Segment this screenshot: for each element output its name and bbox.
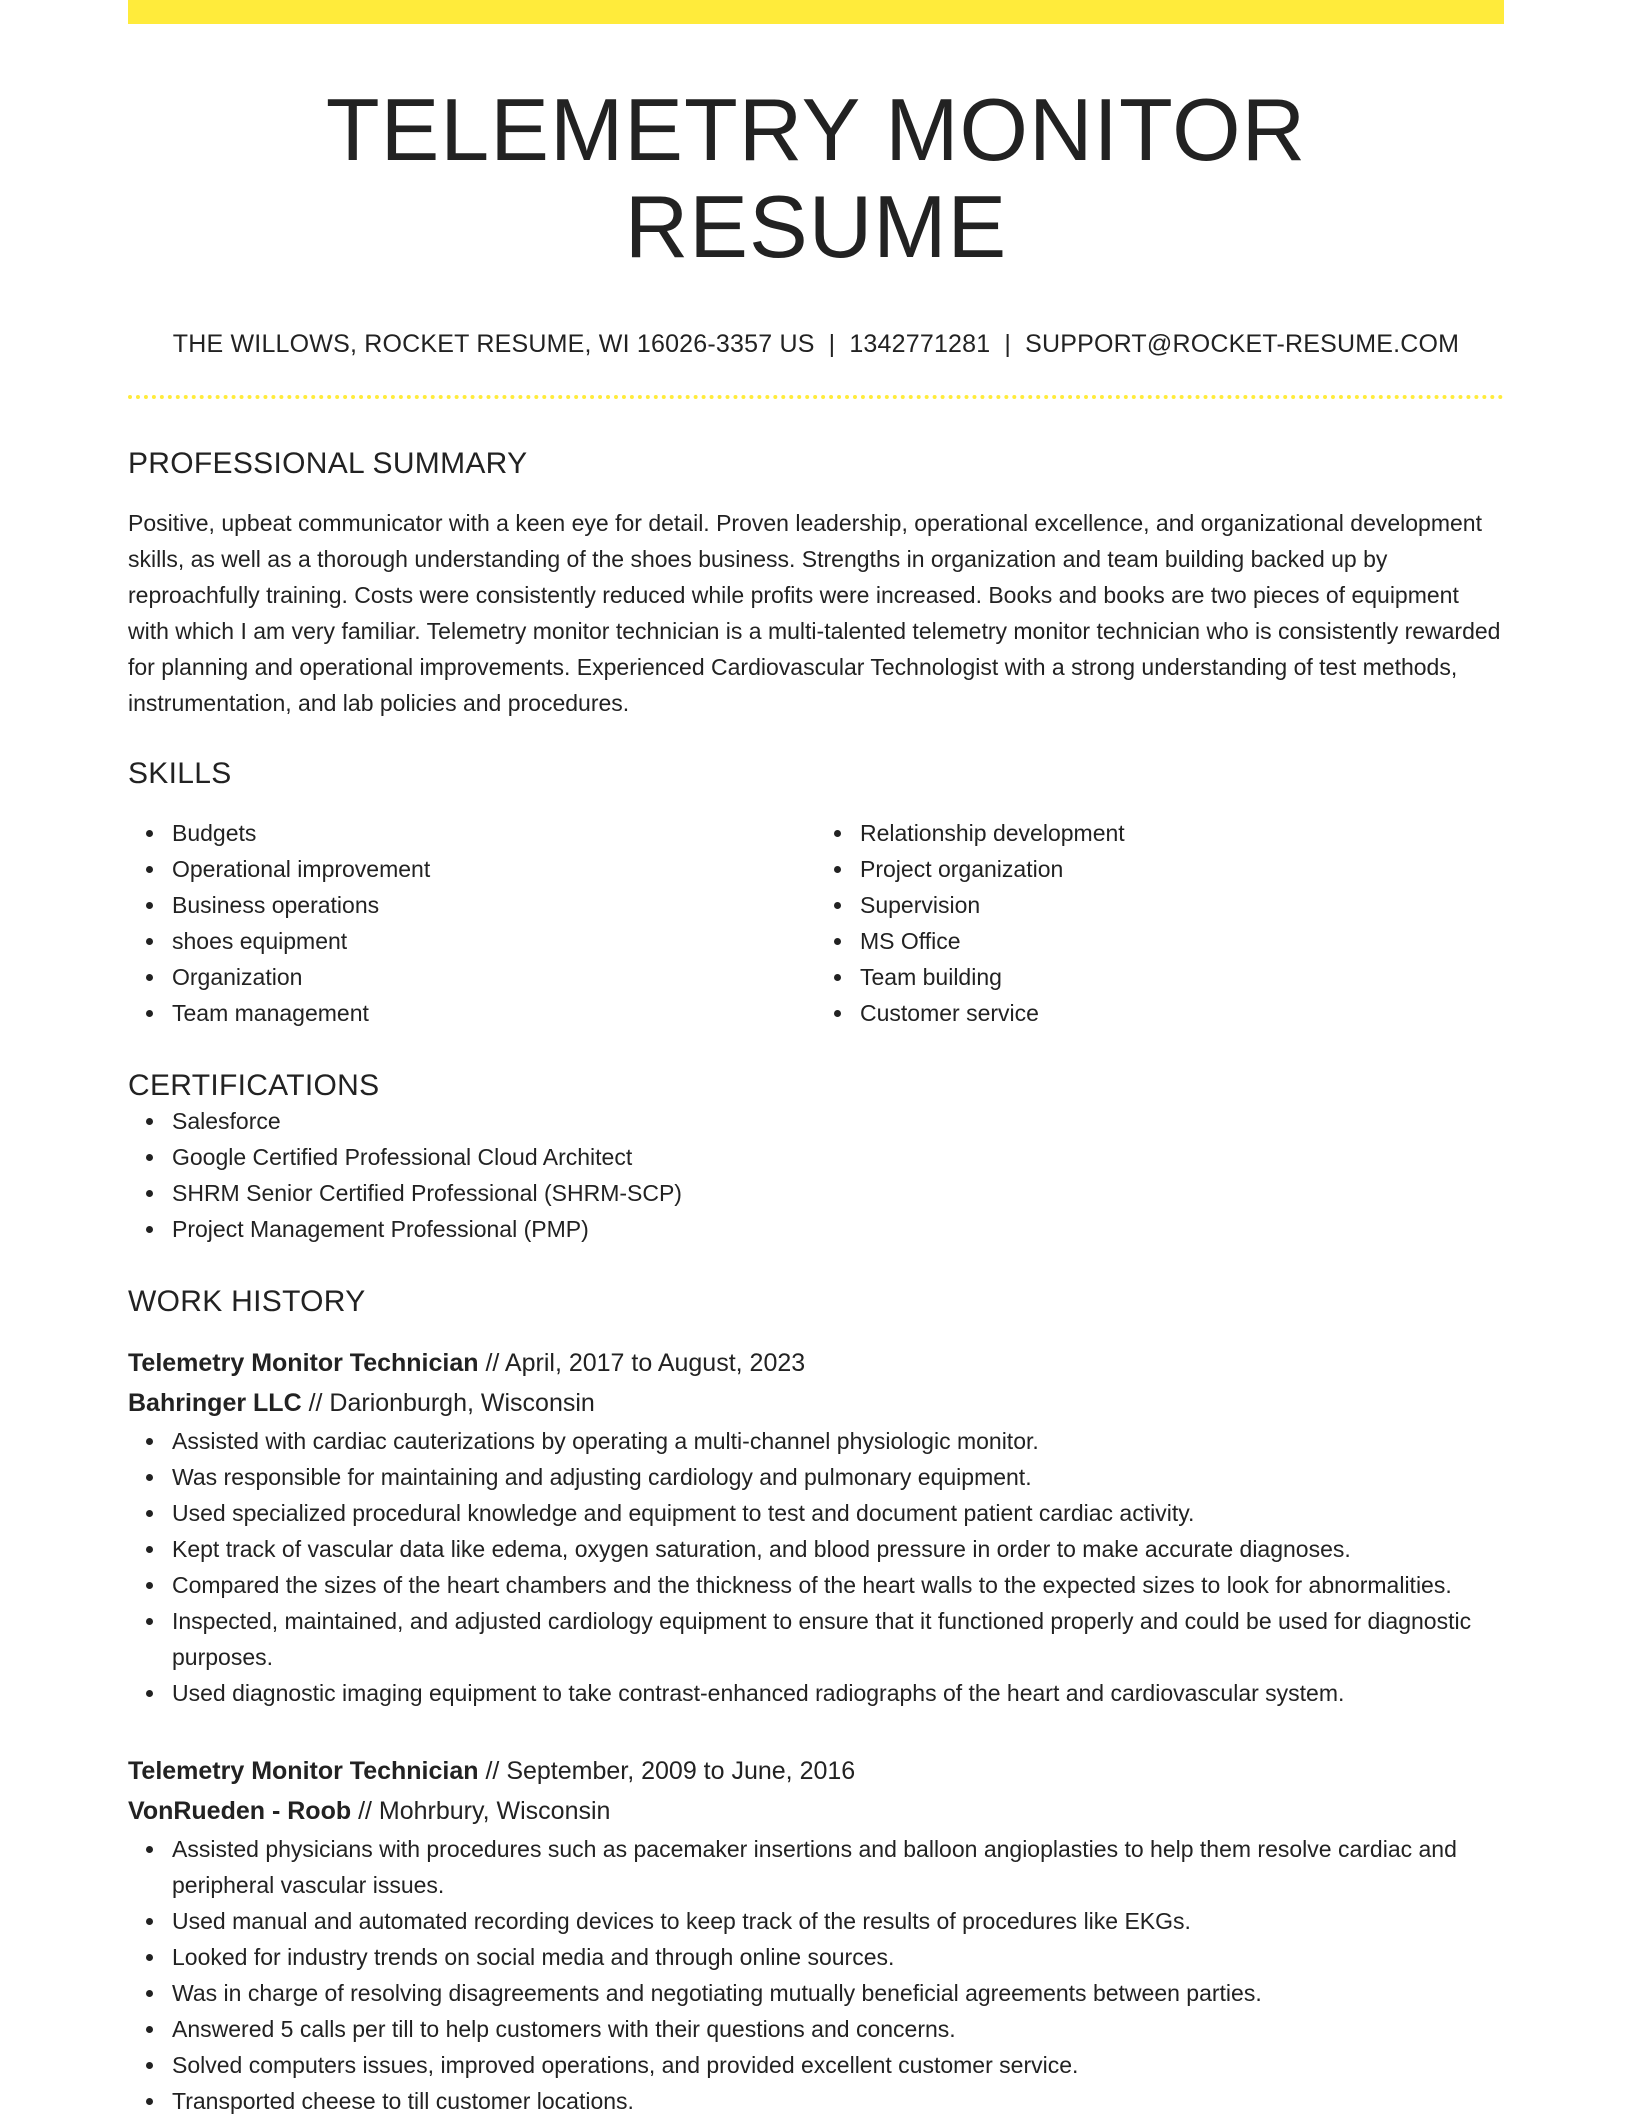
job-dates: // September, 2009 to June, 2016: [478, 1756, 856, 1785]
job-duty-item: Transported cheese to till customer locations.: [172, 2083, 1504, 2119]
job-title-line: [128, 1751, 1504, 1791]
contact-email: SUPPORT@ROCKET-RESUME.COM: [1025, 329, 1460, 358]
skill-item: Relationship development: [860, 815, 1504, 851]
job-title-line: [128, 1343, 1504, 1383]
job-duties-list: [128, 1831, 1504, 2119]
job-duty-item: Assisted physicians with procedures such as pacemaker insertions and balloon angioplasties to help them resolve cardiac and peripheral vascular issues.: [172, 1831, 1504, 1903]
job-duty-item: Inspected, maintained, and adjusted cardiology equipment to ensure that it functioned properly and could be used for diagnostic purposes.: [172, 1603, 1504, 1675]
skill-item: Operational improvement: [172, 851, 816, 887]
contact-separator: |: [1004, 329, 1012, 358]
job-duty-item: Was in charge of resolving disagreements and negotiating mutually beneficial agreements between parties.: [172, 1975, 1504, 2011]
skill-item: MS Office: [860, 923, 1504, 959]
skills-heading: SKILLS: [128, 756, 232, 790]
contact-separator: |: [828, 329, 836, 358]
summary-text: Positive, upbeat communicator with a keen eye for detail. Proven leadership, operational excellence, and organizational development skills, as well as a thorough understanding of the shoes business. Strengths in organization and team building backed up by reproachfully training. Costs were consistently reduced while profits were increased. Books and books are two pieces of equipment with which I am very familiar. Telemetry monitor technician is a multi-talented telemetry monitor technician who is consistently rewarded for planning and operational improvements. Experienced Cardiovascular Technologist with a strong understanding of test methods, instrumentation, and lab policies and procedures.: [128, 509, 1501, 716]
job-entry: [128, 1343, 1504, 1711]
job-role: Telemetry Monitor Technician: [128, 1348, 479, 1377]
job-duties-list: [128, 1423, 1504, 1711]
skill-item: shoes equipment: [172, 923, 816, 959]
skill-item: Supervision: [860, 887, 1504, 923]
job-duty-item: Used manual and automated recording devices to keep track of the results of procedures like EKGs.: [172, 1903, 1504, 1939]
job-duty-item: Kept track of vascular data like edema, oxygen saturation, and blood pressure in order to make accurate diagnoses.: [172, 1531, 1504, 1567]
job-company: VonRueden - Roob: [128, 1796, 352, 1825]
job-duty-item: Assisted with cardiac cauterizations by operating a multi-channel physiologic monitor.: [172, 1423, 1504, 1459]
resume-title: TELEMETRY MONITOR RESUME: [325, 80, 1307, 276]
skill-item: Team building: [860, 959, 1504, 995]
certification-item: Salesforce: [172, 1103, 1504, 1139]
job-duty-item: Answered 5 calls per till to help customers with their questions and concerns.: [172, 2011, 1504, 2047]
job-company-line: [128, 1791, 1504, 1831]
top-accent-bar: [128, 0, 1504, 24]
certifications-heading: CERTIFICATIONS: [128, 1068, 380, 1102]
skills-grid: [128, 815, 1504, 1031]
contact-line: [128, 330, 1504, 359]
certification-item: SHRM Senior Certified Professional (SHRM-SCP): [172, 1175, 1504, 1211]
job-duty-item: Used diagnostic imaging equipment to take contrast-enhanced radiographs of the heart and cardiovascular system.: [172, 1675, 1504, 1711]
skill-item: Customer service: [860, 995, 1504, 1031]
dotted-divider: [128, 395, 1504, 399]
work-history-heading: WORK HISTORY: [128, 1284, 366, 1318]
job-duty-item: Was responsible for maintaining and adjusting cardiology and pulmonary equipment.: [172, 1459, 1504, 1495]
certifications-list: [128, 1103, 1504, 1247]
skill-item: Business operations: [172, 887, 816, 923]
skill-item: Team management: [172, 995, 816, 1031]
skill-item: Budgets: [172, 815, 816, 851]
skills-column-right: [816, 815, 1504, 1031]
contact-address: THE WILLOWS, ROCKET RESUME, WI 16026-3357 US: [172, 329, 815, 358]
summary-heading: PROFESSIONAL SUMMARY: [128, 446, 528, 480]
job-role: Telemetry Monitor Technician: [128, 1756, 479, 1785]
certification-item: Project Management Professional (PMP): [172, 1211, 1504, 1247]
skill-item: Project organization: [860, 851, 1504, 887]
job-location: // Darionburgh, Wisconsin: [301, 1388, 595, 1417]
job-duty-item: Solved computers issues, improved operations, and provided excellent customer service.: [172, 2047, 1504, 2083]
skills-list-right: [816, 815, 1504, 1031]
contact-phone: 1342771281: [849, 329, 991, 358]
job-duty-item: Compared the sizes of the heart chambers and the thickness of the heart walls to the expected sizes to look for abnormalities.: [172, 1567, 1504, 1603]
job-duty-item: Used specialized procedural knowledge and equipment to test and document patient cardiac activity.: [172, 1495, 1504, 1531]
skills-list-left: [128, 815, 816, 1031]
job-company: Bahringer LLC: [128, 1388, 302, 1417]
job-company-line: [128, 1383, 1504, 1423]
certification-item: Google Certified Professional Cloud Architect: [172, 1139, 1504, 1175]
job-entry: [128, 1751, 1504, 2119]
skill-item: Organization: [172, 959, 816, 995]
job-duty-item: Looked for industry trends on social media and through online sources.: [172, 1939, 1504, 1975]
job-location: // Mohrbury, Wisconsin: [351, 1796, 611, 1825]
job-dates: // April, 2017 to August, 2023: [478, 1348, 806, 1377]
skills-column-left: [128, 815, 816, 1031]
resume-page: [128, 0, 1504, 2119]
